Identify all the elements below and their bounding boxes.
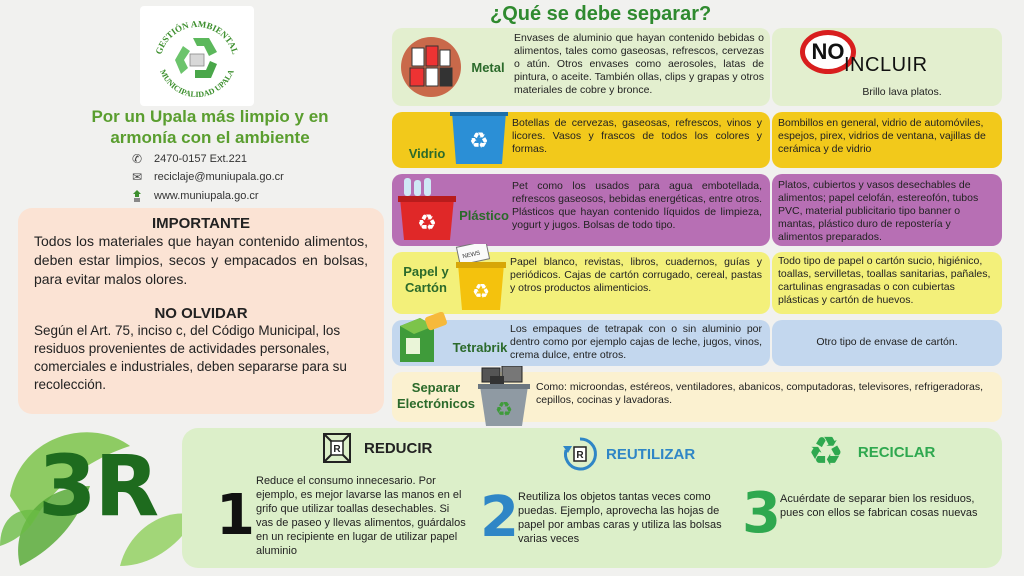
reuse-header [562,436,695,472]
email-icon: ✉ [131,170,143,184]
no-include-label: INCLUIR [844,54,928,76]
electronicos-label: Separar Electrónicos [396,380,476,411]
important-text: Todos los materiales que hayan contenido alimentos, deben estar limpios, secos y empacados en bolsas, para evitar malos olores. [34,233,368,287]
papel-label: Papel y Cartón [403,264,449,295]
three-r-title: 3R [38,437,158,535]
svg-text:♻: ♻ [469,128,489,153]
plastic-bin-icon [396,178,458,242]
svg-text:♻: ♻ [472,281,490,303]
reuse-text: Reutiliza los objetos tantas veces como puedas. Ejemplo, aprovecha las hojas de papel por ambas caras y utiliza las bolsas varias veces [518,491,722,545]
vidrio-exclude-box [772,112,1002,168]
electronics-bin-icon [476,366,532,428]
municipal-logo [140,6,254,106]
tetrabrik-exclude-box [772,320,1002,366]
svg-text:R: R [576,450,584,461]
papel-description: Papel blanco, revistas, libros, cuadernos, guías y periódicos. Cajas de cartón corrugado, cereal, pastas y otros productos alimenticios. [510,256,762,294]
important-title: IMPORTANTE [151,215,251,232]
category-plastico [392,174,770,246]
info-card [18,208,384,414]
metal-description: Envases de aluminio que hayan contenido bebidas o alimentos, tales como gaseosas, refrescos, cervezas o atún. Otros envases como aerosoles, latas de pintura, o aceite. También ollas, clips y grapas y otros materiales de cobre y bronce. [514,32,764,96]
email-text[interactable]: reciclaje@muniupala.go.cr [154,171,284,183]
svg-text:R: R [333,444,341,455]
logo-top-text: GESTIÓN AMBIENTAL [153,18,241,56]
category-electronicos [392,372,1002,422]
recycle-logo-icon [142,8,252,104]
reuse-icon [562,436,598,472]
plastico-exclude: Platos, cubiertos y vasos desechables de alimentos; papel celofán, estereofón, tubos PVC, material publicitario tipo banner o mantas, plástico duro de repostería y alimentos preparados. [778,179,979,243]
contact-web[interactable] [128,189,328,203]
vidrio-label: Vidrio [408,146,446,161]
metal-label: Metal [471,60,505,75]
paper-bin-icon [454,244,508,312]
tetrabrik-label: Tetrabrik [452,340,508,355]
three-r-card [182,428,1002,568]
papel-exclude-box [772,252,1002,314]
plastico-description: Pet como los usados para agua embotellada, refrescos gaseosos, bebidas energéticas, entre otros. Plásticos que hayan contenido líquidos de limpieza, yogurt y jugos. Bolsas de todo tipo. [512,180,762,231]
plastico-label: Plástico [459,208,509,223]
main-title: ¿Qué se debe separar? [490,3,712,25]
remember-title: NO OLVIDAR [154,305,248,322]
tetrabrik-exclude: Otro tipo de envase de cartón. [816,336,958,348]
recycle-number: 3 [742,481,781,546]
reuse-number: 2 [480,485,519,550]
category-papel [392,252,770,314]
reduce-number: 1 [216,483,255,548]
vidrio-description: Botellas de cervezas, gaseosas, refrescos, vinos y licores. Vasos y frascos de todos los colores y formas. [512,117,762,155]
phone-text: 2470-0157 Ext.221 [154,153,247,165]
web-icon [128,189,146,203]
vidrio-exclude: Bombillos en general, vidrio de automóviles, espejos, pirex, vidrios de ventana, vajillas de cerámica y de vidrio [778,117,986,155]
phone-icon: ✆ [131,152,143,166]
reduce-text: Reduce el consumo innecesario. Por ejemplo, es mejor lavarse las manos en el grifo que utilizar toallas desechables. Si vas de paseo y llevas alimentos, guárdalos en un recipiente en lugar de utilizar papel aluminio [256,475,466,557]
svg-text:♻: ♻ [417,210,437,235]
papel-exclude: Todo tipo de papel o cartón sucio, higiénico, toallas, servilletas, toallas sanitarias, pañales, cartulinas engrasadas o con cubiertas plásticas y cartón de huevos. [778,255,991,306]
reduce-icon [320,432,354,464]
electronicos-description: Como: microondas, estéreos, ventiladores, abanicos, computadoras, televisores, refrigeradoras, cepillos, cocinas y lavadoras. [536,381,984,406]
no-include-header [772,28,1002,106]
reduce-title: REDUCIR [364,439,433,457]
tetrabrik-icon [390,312,450,368]
no-text: NO [811,39,845,64]
svg-text:♻: ♻ [495,399,513,421]
category-metal [392,28,770,106]
recycle-icon: ♻ [808,430,844,474]
logo-bottom-text: MUNICIPALIDAD UPALA [158,68,236,100]
category-vidrio [392,112,770,168]
plastico-exclude-box [772,174,1002,246]
contact-phone [128,152,328,166]
category-tetrabrik [392,320,770,366]
recycle-text: Acuérdate de separar bien los residuos, pues con ellos se fabrican cosas nuevas [780,493,978,519]
metal-cans-icon [400,36,462,98]
slogan: Por un Upala más limpio y en armonía con el ambiente [91,107,329,147]
recycle-header [808,432,935,472]
svg-text:GESTIÓN AMBIENTAL [153,19,240,56]
glass-bin-icon [448,112,510,168]
metal-exclude: Brillo lava platos. [862,86,942,98]
remember-text: Según el Art. 75, inciso c, del Código Municipal, los residuos provenientes de actividades personales, comerciales e industriales, deben separarse para su recolección. [34,323,347,392]
contact-email[interactable] [128,170,328,184]
tetrabrik-description: Los empaques de tetrapak con o sin aluminio por dentro como por ejemplo cajas de leche, jugos, vinos, crema dulce, entre otros. [510,323,762,361]
reuse-title: REUTILIZAR [606,445,696,463]
recycle-title: RECICLAR [857,443,936,461]
reduce-header [320,432,432,464]
svg-text:NEWS: NEWS [462,250,481,261]
web-text[interactable]: www.muniupala.go.cr [154,190,259,202]
